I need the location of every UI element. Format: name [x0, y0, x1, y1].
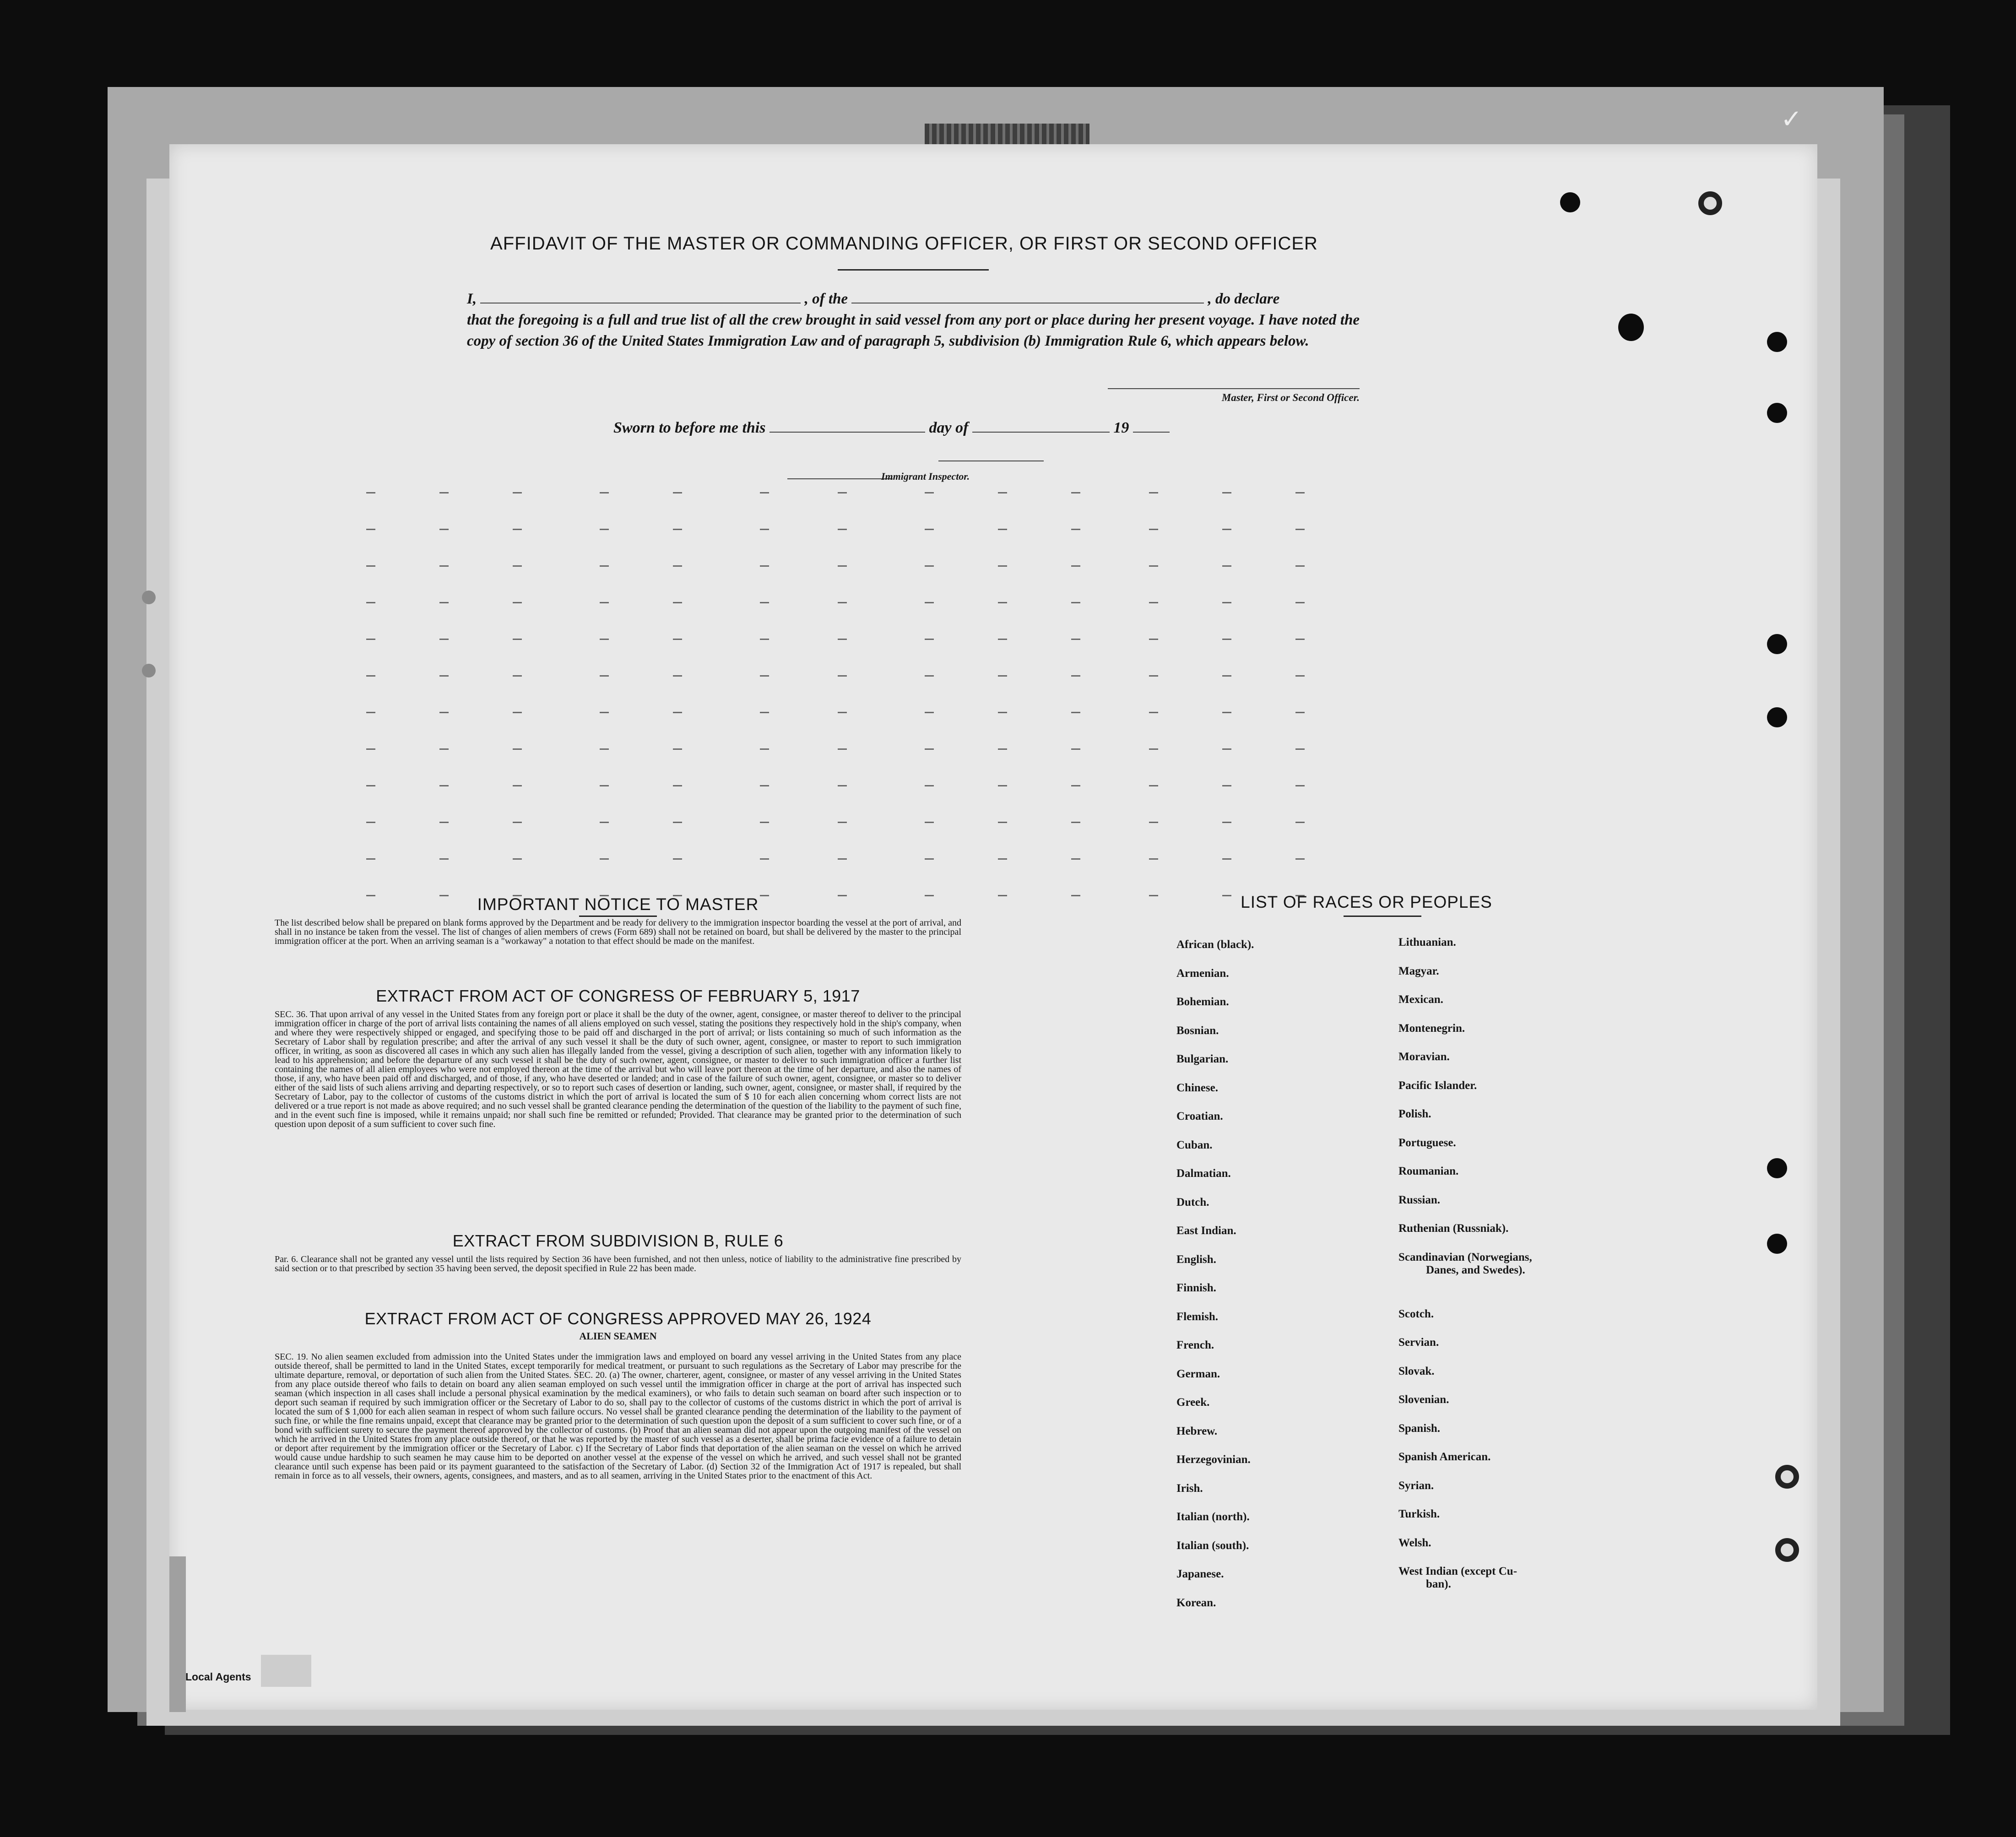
sworn-year-label: 19	[1113, 419, 1129, 436]
faint-dash	[838, 565, 847, 567]
faint-dash	[1071, 675, 1080, 677]
faint-dash	[998, 529, 1007, 530]
faint-dash	[1222, 529, 1231, 530]
race-item: Japanese.	[1176, 1568, 1224, 1580]
faint-dash	[513, 639, 522, 640]
pencil-mark: ✓	[1781, 104, 1802, 134]
race-item: Cuban.	[1176, 1138, 1213, 1151]
race-item: Croatian.	[1176, 1110, 1223, 1122]
inspector-caption: Immigrant Inspector.	[881, 471, 970, 482]
faint-dash	[998, 602, 1007, 603]
sworn-year-blank[interactable]	[1133, 420, 1170, 433]
faint-dash	[838, 822, 847, 823]
faint-dash	[600, 602, 609, 603]
sworn-line	[613, 419, 1254, 437]
inspector-line[interactable]	[787, 478, 893, 479]
faint-dash	[673, 785, 682, 786]
binder-hole	[1698, 191, 1722, 215]
faint-dash	[760, 858, 769, 860]
faint-dash	[513, 822, 522, 823]
faint-dash	[760, 822, 769, 823]
faint-dash	[439, 602, 449, 603]
race-item: East Indian.	[1176, 1225, 1236, 1237]
race-item: Bosnian.	[1176, 1024, 1219, 1037]
of-the-label: , of the	[804, 291, 848, 307]
faint-dash	[1149, 785, 1158, 786]
faint-dash	[760, 492, 769, 493]
faint-dash	[513, 602, 522, 603]
affidavit-first-line	[467, 288, 1360, 309]
faint-dash	[439, 639, 449, 640]
faint-dash	[1295, 748, 1305, 750]
alien-seamen-subtitle: ALIEN SEAMEN	[579, 1330, 657, 1342]
race-item: Roumanian.	[1398, 1165, 1459, 1177]
faint-dash	[838, 639, 847, 640]
faint-dash	[439, 492, 449, 493]
do-declare-label: , do declare	[1208, 291, 1280, 307]
binder-hole	[1767, 707, 1787, 727]
faint-dash	[439, 712, 449, 713]
faint-dash	[513, 785, 522, 786]
local-agents-label: Local Agents	[185, 1671, 251, 1683]
faint-dash	[1071, 565, 1080, 567]
faint-dash	[600, 712, 609, 713]
faint-dash	[1071, 639, 1080, 640]
race-item: Korean.	[1176, 1596, 1216, 1609]
faint-dash	[600, 639, 609, 640]
faint-dash	[760, 602, 769, 603]
faint-dash	[925, 675, 934, 677]
faint-dash	[1071, 748, 1080, 750]
binder-hole	[1767, 634, 1787, 654]
faint-dash	[1071, 492, 1080, 493]
extract-1917-title: EXTRACT FROM ACT OF CONGRESS OF FEBRUARY 5, 1917	[376, 986, 860, 1005]
race-item: Bohemian.	[1176, 996, 1229, 1008]
faint-dash	[1222, 822, 1231, 823]
faint-dash	[838, 712, 847, 713]
faint-dash	[513, 748, 522, 750]
faint-dash	[1295, 858, 1305, 860]
faint-dash	[1222, 565, 1231, 567]
faint-dash	[439, 529, 449, 530]
races-column-2	[1398, 936, 1600, 1594]
faint-dash	[925, 639, 934, 640]
vessel-blank[interactable]	[851, 291, 1204, 303]
faint-dash	[439, 748, 449, 750]
faint-dash	[1071, 785, 1080, 786]
affidavit-title: AFFIDAVIT OF THE MASTER OR COMMANDING OFFICER, OR FIRST OR SECOND OFFICER	[490, 233, 1318, 254]
title-rule	[838, 269, 989, 271]
race-item: English.	[1176, 1253, 1216, 1266]
faint-dash	[838, 748, 847, 750]
faint-dash	[1295, 602, 1305, 603]
faint-dash	[925, 602, 934, 603]
faint-dash	[1295, 492, 1305, 493]
faint-dash	[1149, 529, 1158, 530]
faint-dash	[998, 785, 1007, 786]
faint-dash	[1149, 675, 1158, 677]
race-item	[1398, 1565, 1600, 1594]
faint-dash	[760, 565, 769, 567]
race-item: Mexican.	[1398, 993, 1443, 1006]
faint-dash	[1071, 822, 1080, 823]
signature-caption: Master, First or Second Officer.	[1221, 392, 1360, 403]
faint-dash	[925, 748, 934, 750]
faint-dash	[838, 675, 847, 677]
faint-dash	[600, 785, 609, 786]
faint-dash	[998, 895, 1007, 896]
faint-dash	[998, 822, 1007, 823]
faint-dash	[600, 858, 609, 860]
race-item: Dutch.	[1176, 1196, 1209, 1208]
race-item: Italian (north).	[1176, 1511, 1250, 1523]
notice-title: IMPORTANT NOTICE TO MASTER	[477, 895, 759, 914]
faint-dash	[1149, 822, 1158, 823]
race-item: Scotch.	[1398, 1307, 1434, 1320]
races-column-1	[1176, 938, 1369, 1625]
faint-dash	[760, 748, 769, 750]
notice-body: The list described below shall be prepared on blank forms approved by the Department and be ready for delivery to the immigration inspector boarding the vessel at the port of arrival, and shall in no instance be taken from the vessel. The list of changes of alien members of crews (Form 689) shall not be retained on board, but shall be delivered by the master to the principal immigration officer at the port. When an arriving seaman is a "workaway" a notation to that effect should be made on the manifest.	[275, 918, 961, 946]
race-item: Moravian.	[1398, 1051, 1450, 1063]
i-label: I,	[467, 291, 477, 307]
affidavit-statement	[467, 288, 1360, 352]
faint-dash	[366, 492, 375, 493]
race-item: Syrian.	[1398, 1479, 1434, 1492]
race-item: Polish.	[1398, 1108, 1431, 1120]
stamp-box	[261, 1655, 311, 1687]
faint-dash	[600, 565, 609, 567]
faint-dash	[1071, 895, 1080, 896]
race-item: Portuguese.	[1398, 1136, 1456, 1149]
faint-dash	[1222, 785, 1231, 786]
races-column-2-part-a	[1398, 936, 1600, 1251]
race-item: Herzegovinian.	[1176, 1453, 1251, 1466]
binder-hole	[1767, 403, 1787, 423]
faint-dash	[1295, 639, 1305, 640]
faint-dash	[439, 785, 449, 786]
faint-dash	[1149, 858, 1158, 860]
binder-hole	[1775, 1538, 1799, 1562]
faint-dash	[838, 785, 847, 786]
sworn-month-blank[interactable]	[972, 420, 1110, 433]
signature-line[interactable]	[1108, 388, 1360, 389]
faint-dash	[838, 858, 847, 860]
faint-dash	[760, 529, 769, 530]
binder-hole	[142, 664, 156, 677]
sworn-day-blank[interactable]	[770, 420, 925, 433]
race-item: Greek.	[1176, 1396, 1210, 1409]
faint-dash	[366, 858, 375, 860]
race-item-line: ban).	[1426, 1578, 1451, 1590]
faint-dash	[1222, 602, 1231, 603]
race-item: Flemish.	[1176, 1310, 1218, 1323]
faint-dash	[925, 785, 934, 786]
sworn-day-label: day of	[929, 419, 969, 436]
race-item: Magyar.	[1398, 965, 1439, 977]
faint-dash	[513, 675, 522, 677]
faint-dash	[673, 675, 682, 677]
faint-dash	[513, 712, 522, 713]
faint-dash	[760, 675, 769, 677]
faint-dash	[673, 822, 682, 823]
binder-hole	[142, 591, 156, 604]
faint-dash	[838, 529, 847, 530]
faint-dash	[838, 492, 847, 493]
faint-dash	[600, 529, 609, 530]
binder-hole	[1767, 1234, 1787, 1254]
faint-dash	[673, 858, 682, 860]
faint-dash	[760, 712, 769, 713]
extract-rule6-title: EXTRACT FROM SUBDIVISION B, RULE 6	[452, 1231, 784, 1250]
race-item: Spanish American.	[1398, 1451, 1491, 1463]
race-item: Italian (south).	[1176, 1539, 1249, 1552]
extract-1917-body: SEC. 36. That upon arrival of any vessel in the United States from any foreign port or place it shall be the duty of the owner, agent, consignee, or master thereof to deliver to the principal immigration officer in charge of the port of arrival lists containing the names of all aliens employed on such vessel, stating the positions they respectively hold in the ship's company, when and where they were respectively shipped or engaged, and specifying those to be paid off and discharged in the port of arrival; or lists containing so much of such information as the Secretary of Labor shall by regulation prescribe; and after the arrival of any such vessel it shall be the duty of such owner, agent, consignee, or master to report to such immigration officer, in writing, as soon as discovered all cases in which any such alien has illegally landed from the vessel, giving a description of such alien, together with any information likely to lead to his apprehension; and before the departure of any such vessel it shall be the duty of such owner, agent, consignee, or master to deliver to such immigration officer a further list containing the names of all alien employees who were not employed thereon at the time of the arrival but who will leave port thereon at the time of her departure, and also the names of those, if any, who have been paid off and discharged, and of those, if any, who have deserted or landed; and in case of the failure of such owner, agent, consignee, or master so to deliver either of the said lists of such aliens arriving and departing respectively, or so to report such cases of desertion or landing, such owner, agent, consignee, or master shall, if required by the Secretary of Labor, pay to the collector of customs of the customs district in which the port of arrival is located the sum of $ 10 for each alien concerning whom correct lists are not delivered or a true report is not made as above required; and no such vessel shall be granted clearance pending the determination of the question of the liability to the payment of such fine, and in the event such fine is imposed, while it remains unpaid; nor shall such fine be remitted or refunded; Provided. That clearance may be granted prior to the determination of such question upon deposit of a sum sufficient to cover such fine.	[275, 1009, 961, 1129]
faint-dash	[1295, 565, 1305, 567]
faint-dash	[1071, 529, 1080, 530]
faint-dash	[925, 822, 934, 823]
race-item: French.	[1176, 1339, 1214, 1351]
faint-dash	[998, 675, 1007, 677]
faint-dash	[366, 565, 375, 567]
faint-dash	[673, 529, 682, 530]
faint-dash	[1222, 492, 1231, 493]
faint-dash	[673, 748, 682, 750]
binder-hole	[1560, 192, 1580, 212]
race-item: Irish.	[1176, 1482, 1203, 1495]
extract-1924-body: SEC. 19. No alien seamen excluded from admission into the United States under the immigration laws and employed on board any vessel arriving in the United States from any place outside thereof, shall be permitted to land in the United States, except temporarily for medical treatment, or pursuant to such regulations as the Secretary of Labor may prescribe for the ultimate departure, removal, or deportation of such alien from the United States. SEC. 20. (a) The owner, charterer, agent, consignee, or master of any vessel arriving in the United States from any place outside thereof who fails to detain on board any alien seaman employed on such vessel until the immigration officer in charge at the port of arrival has inspected such seaman (which inspection in all cases shall include a personal physical examination by the medical examiners), or who fails to detain such seaman on board after such inspection or to deport such seaman if required by such immigration officer or the Secretary of Labor to do so, shall pay to the collector of customs of the customs district in which the port of arrival is located the sum of $ 1,000 for each alien seaman in respect of whom such failure occurs. No vessel shall be granted clearance pending the determination of the liability to the payment of such fine, or while the fine remains unpaid, except that clearance may be granted prior to the determination of such question upon the deposit of a sum sufficient to cover such fine, or of a bond with sufficient surety to secure the payment thereof approved by the collector of customs. (b) Proof that an alien seaman did not appear upon the outgoing manifest of the vessel on which he arrived in the United States from any place outside thereof, or that he was reported by the master of such vessel as a deserter, shall be prima facie evidence of a failure to detain or deport after requirement by the immigration officer or the Secretary of Labor. c) If the Secretary of Labor finds that deportation of the alien seaman on the vessel on which he arrived would cause undue hardship to such seamen he may cause him to be deported on another vessel at the expense of the vessel on which he arrived, and such vessel shall not be granted clearance until such expense has been paid or its payment guaranteed to the satisfaction of the Secretary of Labor. (d) Section 32 of the Immigration Act of 1917 is repealed, but shall remain in force as to all vessels, their owners, agents, consignees, and masters, and as to all seamen, arriving in the United States prior to the enactment of this Act.	[275, 1352, 961, 1481]
bleed-through-strip	[925, 124, 1089, 145]
faint-dash	[925, 712, 934, 713]
faint-dash	[760, 785, 769, 786]
race-item: German.	[1176, 1367, 1220, 1380]
faint-dash	[1222, 748, 1231, 750]
faint-dash	[760, 639, 769, 640]
binder-hole	[1618, 314, 1644, 341]
title-rule	[579, 916, 657, 917]
race-item: Turkish.	[1398, 1508, 1440, 1520]
extract-1924-title: EXTRACT FROM ACT OF CONGRESS APPROVED MAY 26, 1924	[364, 1309, 872, 1328]
race-item: Pacific Islander.	[1398, 1079, 1477, 1092]
sheet-shadow	[169, 1556, 186, 1712]
faint-dash	[1149, 712, 1158, 713]
faint-dash	[600, 492, 609, 493]
races-title: LIST OF RACES OR PEOPLES	[1241, 893, 1492, 911]
faint-dash	[673, 639, 682, 640]
faint-dash	[1149, 565, 1158, 567]
race-item: Spanish.	[1398, 1422, 1441, 1435]
race-item: Armenian.	[1176, 967, 1229, 980]
race-item-line: Danes, and Swedes).	[1426, 1263, 1525, 1276]
faint-dash	[998, 748, 1007, 750]
faint-dash	[998, 639, 1007, 640]
faint-dash	[513, 565, 522, 567]
faint-dash	[1149, 602, 1158, 603]
faint-dash	[1295, 785, 1305, 786]
faint-dash	[1222, 675, 1231, 677]
faint-dash	[439, 858, 449, 860]
affidavit-body: that the foregoing is a full and true list of all the crew brought in said vessel from any port or place during her present voyage. I have noted the copy of section 36 of the United States Immigration Law and of paragraph 5, subdivision (b) Immigration Rule 6, which appears below.	[467, 312, 1360, 349]
faint-dash	[1149, 748, 1158, 750]
faint-dash	[439, 675, 449, 677]
faint-dash	[998, 565, 1007, 567]
binder-hole	[1767, 1158, 1787, 1178]
faint-dash	[998, 492, 1007, 493]
faint-dash	[1149, 492, 1158, 493]
faint-dash	[366, 712, 375, 713]
faint-dash	[366, 822, 375, 823]
faint-dash	[1295, 675, 1305, 677]
faint-dash	[513, 858, 522, 860]
binder-hole	[1767, 332, 1787, 352]
faint-dash	[1295, 529, 1305, 530]
faint-dash	[925, 529, 934, 530]
races-column-2-part-b	[1398, 1308, 1600, 1566]
race-item: Montenegrin.	[1398, 1022, 1465, 1035]
faint-dash	[1222, 639, 1231, 640]
faint-dash	[1071, 602, 1080, 603]
race-item: Servian.	[1398, 1336, 1439, 1349]
race-item-line: Scandinavian (Norwegians,	[1398, 1251, 1532, 1263]
race-item: African (black).	[1176, 938, 1254, 951]
faint-dash	[600, 748, 609, 750]
faint-dash	[1149, 895, 1158, 896]
race-item: Lithuanian.	[1398, 936, 1456, 948]
faint-dash	[998, 858, 1007, 860]
faint-dash	[366, 785, 375, 786]
faint-dash	[925, 492, 934, 493]
race-item: Slovak.	[1398, 1365, 1435, 1377]
race-item: Chinese.	[1176, 1081, 1218, 1094]
faint-dash	[1295, 712, 1305, 713]
faint-dash	[1149, 639, 1158, 640]
name-blank[interactable]	[480, 291, 801, 303]
race-item: Ruthenian (Russniak).	[1398, 1222, 1509, 1235]
faint-dash	[1071, 858, 1080, 860]
race-item: Welsh.	[1398, 1536, 1431, 1549]
faint-dash	[1222, 712, 1231, 713]
faint-dash	[366, 529, 375, 530]
faint-dash	[1295, 822, 1305, 823]
race-item	[1398, 1251, 1600, 1308]
faint-dash	[366, 675, 375, 677]
sworn-prefix: Sworn to before me this	[613, 419, 766, 436]
faint-dash	[925, 565, 934, 567]
extract-rule6-body: Par. 6. Clearance shall not be granted any vessel until the lists required by Section 36 have been furnished, and not then unless, notice of liability to the administrative fine prescribed by said section or to that prescribed by section 35 having been served, the deposit specified in Rule 22 has been made.	[275, 1254, 961, 1273]
faint-dash	[439, 822, 449, 823]
faint-dash	[673, 565, 682, 567]
race-item: Dalmatian.	[1176, 1167, 1231, 1180]
binder-hole	[1775, 1465, 1799, 1489]
faint-column-dashes	[362, 492, 1350, 913]
race-item-line: West Indian (except Cu-	[1398, 1565, 1517, 1577]
faint-dash	[998, 712, 1007, 713]
faint-dash	[513, 492, 522, 493]
race-item: Finnish.	[1176, 1282, 1216, 1294]
faint-dash	[673, 602, 682, 603]
faint-dash	[366, 602, 375, 603]
faint-dash	[838, 602, 847, 603]
faint-dash	[366, 748, 375, 750]
title-rule	[1344, 916, 1421, 917]
faint-dash	[366, 639, 375, 640]
race-item: Slovenian.	[1398, 1393, 1449, 1406]
race-item: Russian.	[1398, 1193, 1441, 1206]
faint-dash	[925, 858, 934, 860]
faint-dash	[600, 822, 609, 823]
faint-dash	[439, 565, 449, 567]
faint-dash	[1071, 712, 1080, 713]
race-item: Hebrew.	[1176, 1425, 1218, 1437]
faint-dash	[513, 529, 522, 530]
faint-dash	[673, 712, 682, 713]
faint-dash	[1222, 858, 1231, 860]
faint-dash	[600, 675, 609, 677]
race-item: Bulgarian.	[1176, 1053, 1229, 1065]
faint-dash	[673, 492, 682, 493]
